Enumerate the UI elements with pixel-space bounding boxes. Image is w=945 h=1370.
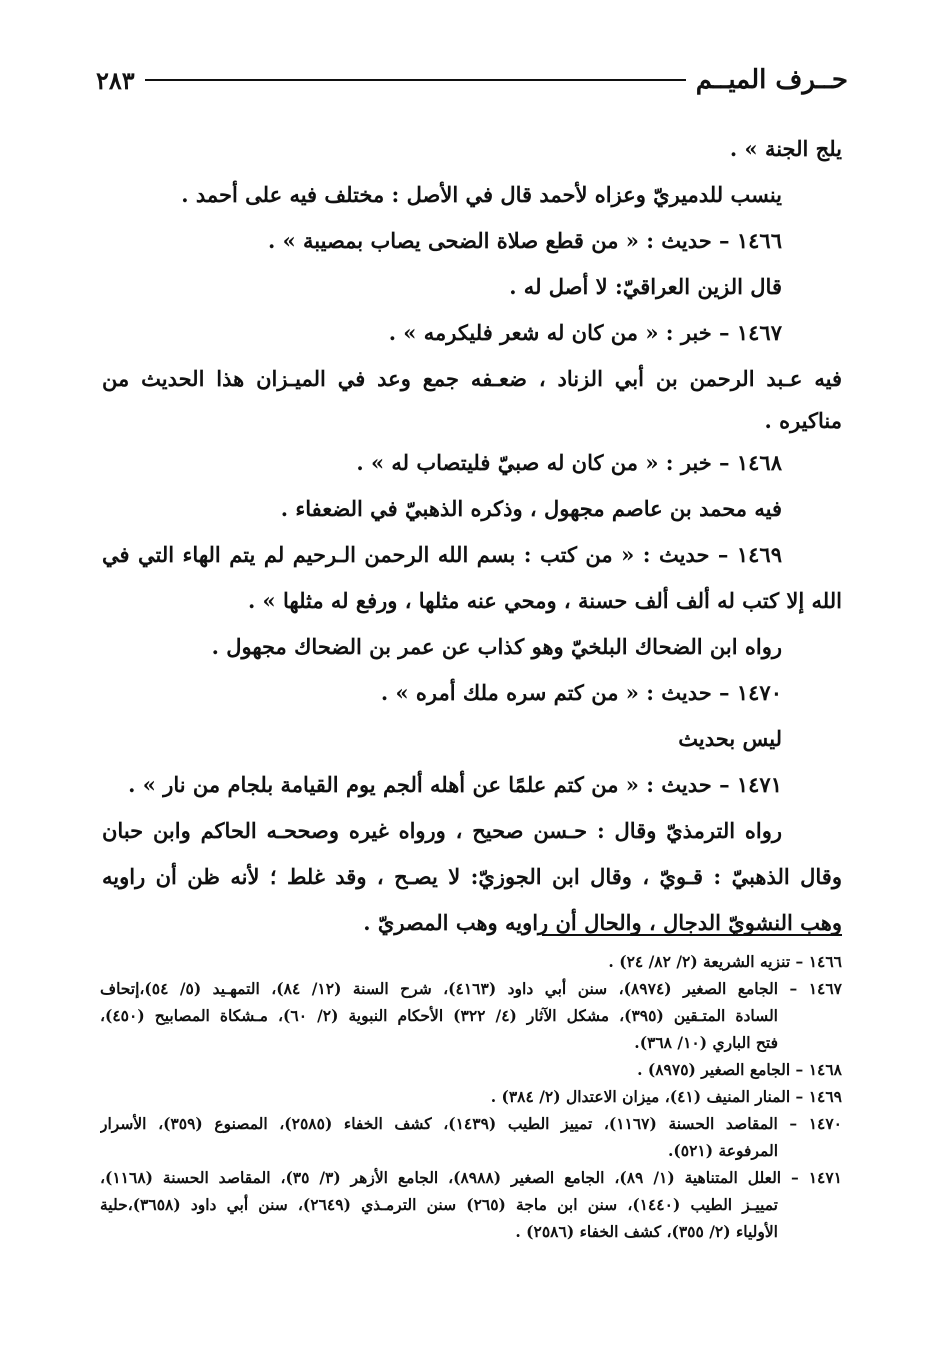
header-rule [145, 79, 686, 81]
text-line: رواه الترمذيّ وقال : حـسن صحيح ، ورواه غيره وصححـه الحاكم وابن حبان [102, 818, 782, 843]
text-line: مناكيره . [764, 408, 842, 433]
text-line: وقال الذهبيّ : قـويّ ، وقال ابن الجوزيّ: لا يصـح ، وقد غلط ؛ لأنه ظن أن راويه [102, 864, 842, 889]
hadith-entry-1469: ١٤٦٩ – حديث : « من كتب : بسم الله الرحمن الـرحيم لم يتم الهاء التي في [102, 542, 782, 567]
page-number: ٢٨٣ [96, 65, 135, 95]
hadith-entry-1471: ١٤٧١ – حديث : « من كتم علمًا عن أهله ألجم يوم القيامة بلجام من نار » . [128, 772, 782, 797]
footnote-continuation: المرفوعة (٥٢١). [668, 1141, 778, 1160]
page-header [96, 60, 848, 100]
footnotes [100, 948, 842, 1245]
text-line: الله إلا كتب له ألف ألف حسنة ، ومحي عنه مثلها ، ورفع له مثلها » . [247, 588, 842, 613]
footnote-continuation: الأولياء (٢/ ٣٥٥)، كشف الخفاء (٢٥٨٦) . [515, 1222, 778, 1241]
footnote-1471: ١٤٧١ – العلل المتناهية (١/ ٨٩)، الجامع الصغير (٨٩٨٨)، الجامع الأزهر (٣/ ٣٥)، المقاصد الحسنة (١١٦٨)، [100, 1168, 842, 1187]
chapter-title: حــرف الميــم [695, 65, 848, 95]
footnote-separator [542, 934, 842, 936]
footnote-1468: ١٤٦٨ – الجامع الصغير (٨٩٧٥) . [637, 1060, 842, 1079]
hadith-entry-1466: ١٤٦٦ – حديث : « من قطع صلاة الضحى يصاب بمصيبة » . [267, 228, 782, 253]
hadith-entry-1467: ١٤٦٧ – خبر : « من كان له شعر فليكرمه » . [388, 320, 782, 345]
footnote-1470: ١٤٧٠ – المقاصد الحسنة (١١٦٧)، تمييز الطيب (١٤٣٩)، كشف الخفاء (٢٥٨٥)، المصنوع (٣٥٩)، الأسرار [100, 1114, 842, 1133]
text-line: ليس بحديث [678, 726, 782, 751]
main-text [102, 126, 842, 946]
footnote-continuation: السادة المتـقين (٣٩٥)، مشكل الآثار (٤/ ٣٢٢) الأحكام النبوية (٢/ ٦٠)، مـشكاة المصابيح (٤٥٠)، [100, 1006, 778, 1025]
text-line: وهب النشويّ الدجال ، والحال أن راويه وهب المصريّ . [363, 910, 842, 935]
text-line: يلج الجنة » . [729, 136, 842, 161]
text-line: رواه ابن الضحاك البلخيّ وهو كذاب عن عمر بن الضحاك مجهول . [211, 634, 782, 659]
footnote-1467: ١٤٦٧ – الجامع الصغير (٨٩٧٤)، سنن أبي داود (٤١٦٣)، شرح السنة (١٢/ ٨٤)، التمهـيد (٥/ ٥٤)،إتحاف [100, 979, 842, 998]
hadith-entry-1468: ١٤٦٨ – خبر : « من كان له صبيّ فليتصاب له » . [356, 450, 782, 475]
text-line: قال الزين العراقيّ: لا أصل له . [509, 274, 782, 299]
footnote-continuation: تمييـز الطيب (١٤٤٠)، سنن ابن ماجة (٢٦٥) سنن الترمـذي (٢٦٤٩)، سنن أبي داود (٣٦٥٨)،حلية [100, 1195, 778, 1214]
footnote-1466: ١٤٦٦ – تنزيه الشريعة (٢/ ٨٢/ ٢٤) . [608, 952, 842, 971]
text-line: فيه عـبد الرحمن بن أبي الزناد ، ضعـفه جمع وعد في الميـزان هذا الحديث من [102, 366, 842, 391]
footnote-1469: ١٤٦٩ – المنار المنيف (٤١)، ميزان الاعتدال (٢/ ٣٨٤) . [490, 1087, 842, 1106]
footnote-continuation: فتح الباري (١٠/ ٣٦٨). [634, 1033, 778, 1052]
text-line: فيه محمد بن عاصم مجهول ، وذكره الذهبيّ في الضعفاء . [280, 496, 782, 521]
hadith-entry-1470: ١٤٧٠ – حديث : « من كتم سره ملك أمره » . [380, 680, 782, 705]
text-line: ينسب للدميريّ وعزاه لأحمد قال في الأصل : مختلف فيه على أحمد . [181, 182, 782, 207]
